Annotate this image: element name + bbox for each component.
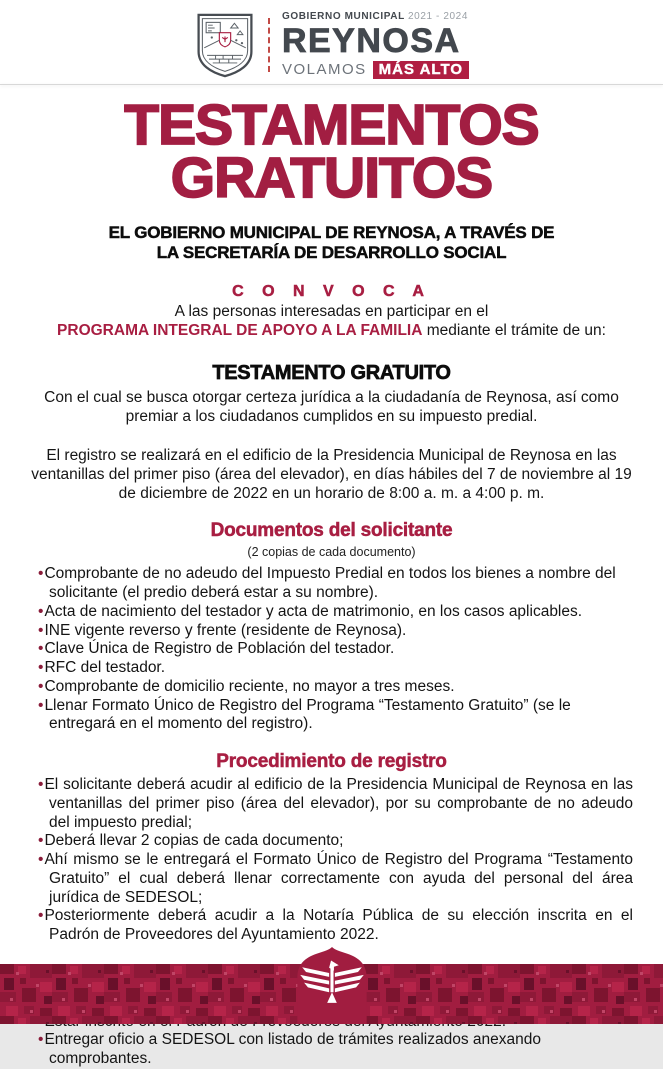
header-logo <box>0 0 663 81</box>
registro-paragraph: El registro se realizará en el edificio de la Presidencia Municipal de Reynosa en las ventanillas del primer piso (área del elevador), en días hábiles del 7 de noviembre al 19 de diciembre de 2022 en un horario de 8:00 a. m. a 4:00 p. m. <box>31 447 632 502</box>
list-item <box>38 851 633 907</box>
list-item <box>38 678 633 697</box>
bullet-dot-icon: • <box>38 832 44 850</box>
list-item <box>38 1031 633 1069</box>
list-item <box>38 603 633 622</box>
logo-wordmark <box>282 12 469 79</box>
testamento-heading: TESTAMENTO GRATUITO <box>212 362 451 385</box>
convoca-intro-line: A las personas interesadas en participar en el <box>174 303 489 321</box>
list-item <box>38 907 633 945</box>
period-label: 2021 - 2024 <box>408 10 468 22</box>
reynosa-eagle-icon <box>292 947 372 1024</box>
page-title <box>0 93 663 210</box>
list-item-text: INE vigente reverso y frente (residente de Reynosa). <box>44 621 407 639</box>
procedimiento-heading: Procedimiento de registro <box>216 751 447 772</box>
list-item <box>38 622 633 641</box>
list-item-text: Ahí mismo se le entregará el Formato Único de Registro del Programa “Testamento Gratuito” el cual deberá llenar correctamente con ayuda del personal del área jurídica de SEDESOL; <box>44 851 633 906</box>
procedimiento-list <box>38 776 633 945</box>
tagline-badge: MÁS ALTO <box>373 61 469 79</box>
bullet-dot-icon: • <box>38 776 44 793</box>
list-item <box>38 565 633 603</box>
bullet-dot-icon: • <box>38 851 44 868</box>
convoca-intro <box>28 303 635 340</box>
subtitle-line1: EL GOBIERNO MUNICIPAL DE REYNOSA, A TRAVÉS DE <box>108 223 555 242</box>
list-item <box>38 776 633 832</box>
testamento-paragraph: Con el cual se busca otorgar certeza jurídica a la ciudadanía de Reynosa, así como premiar a los ciudadanos cumplidos en su impuesto predial. <box>44 389 619 425</box>
list-item <box>38 832 633 851</box>
bullet-dot-icon: • <box>38 907 44 925</box>
red-dashed-divider <box>268 18 270 72</box>
bullet-dot-icon: • <box>38 1031 44 1049</box>
subtitle <box>18 223 645 263</box>
bullet-dot-icon: • <box>38 621 44 639</box>
list-item <box>38 697 633 735</box>
bullet-dot-icon: • <box>38 640 44 658</box>
list-item <box>38 640 633 659</box>
gobierno-municipal-label: GOBIERNO MUNICIPAL <box>281 10 405 22</box>
convoca-heading: C O N V O C A <box>232 283 431 301</box>
list-item-text: Acta de nacimiento del testador y acta de matrimonio, en los casos aplicables. <box>44 602 583 620</box>
list-item-text: Entregar oficio a SEDESOL con listado de trámites realizados anexando comprobantes. <box>44 1031 541 1067</box>
tagline-prefix: VOLAMOS <box>281 61 367 78</box>
list-item-text: Posteriormente deberá acudir a la Notaría Pública de su elección inscrita en el Padrón de Proveedores del Ayuntamiento 2022. <box>44 907 633 943</box>
program-rest: mediante el trámite de un: <box>422 321 606 339</box>
list-item-text: Comprobante de no adeudo del Impuesto Predial en todos los bienes a nombre del solicitante (el predio deberá estar a su nombre). <box>44 565 616 601</box>
list-item-text: RFC del testador. <box>44 659 166 676</box>
bullet-dot-icon: • <box>38 565 44 583</box>
subtitle-line2: LA SECRETARÍA DE DESARROLLO SOCIAL <box>156 243 507 263</box>
reynosa-crest-icon <box>194 12 256 78</box>
documentos-note: (2 copias de cada documento) <box>247 545 416 560</box>
header-divider <box>0 84 663 85</box>
bullet-dot-icon: • <box>38 677 44 695</box>
page-title-line1: TESTAMENTOS <box>124 93 539 157</box>
program-name: PROGRAMA INTEGRAL DE APOYO A LA FAMILIA <box>57 321 423 339</box>
bullet-dot-icon: • <box>38 659 44 676</box>
list-item-text: Deberá llevar 2 copias de cada documento; <box>44 832 344 850</box>
list-item-text: Comprobante de domicilio reciente, no mayor a tres meses. <box>44 677 455 695</box>
city-label: REYNOSA <box>281 21 461 60</box>
page-title-line2: GRATUITOS <box>170 146 493 210</box>
list-item-text: Llenar Formato Único de Registro del Programa “Testamento Gratuito” (se le entregará en el momento del registro). <box>44 696 571 733</box>
bullet-dot-icon: • <box>38 602 44 620</box>
list-item-text: Clave Única de Registro de Población del testador. <box>44 640 395 658</box>
bullet-dot-icon: • <box>38 696 44 714</box>
list-item-text: El solicitante deberá acudir al edificio de la Presidencia Municipal de Reynosa en las ventanillas del primer piso (área del elevador), por su comprobante de no adeudo del impuesto predial; <box>44 776 633 831</box>
list-item <box>38 659 633 678</box>
documentos-list <box>38 565 633 734</box>
documentos-heading: Documentos del solicitante <box>210 520 453 542</box>
